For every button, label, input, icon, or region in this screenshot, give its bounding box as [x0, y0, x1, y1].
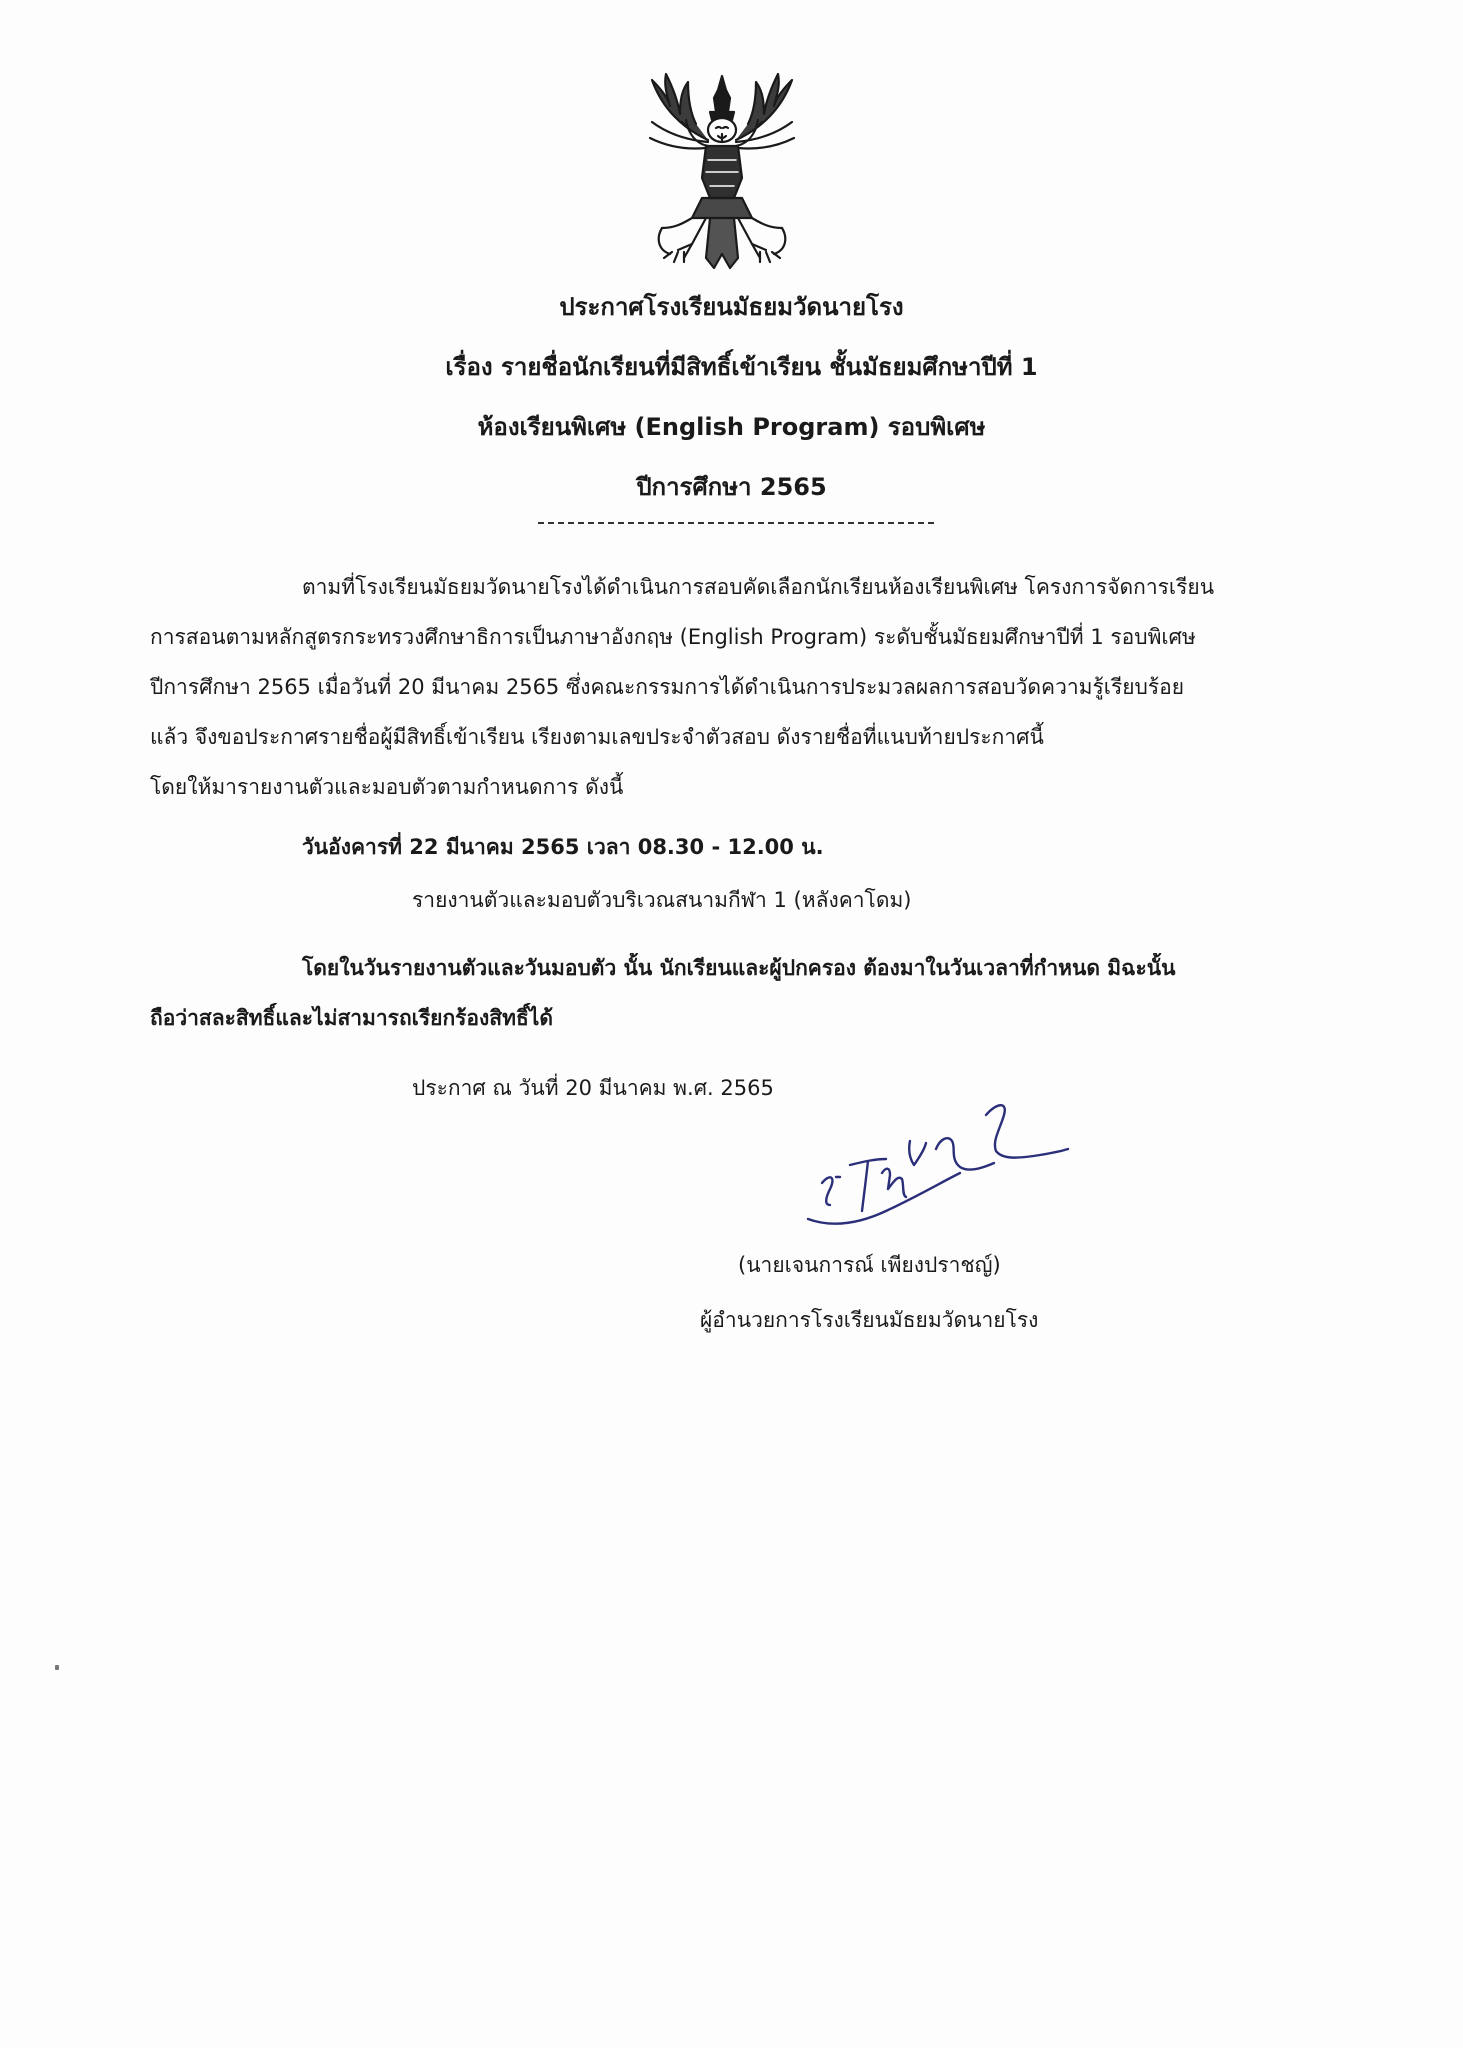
title-program: ห้องเรียนพิเศษ (English Program) รอบพิเศษ: [477, 413, 986, 441]
scan-speck: [55, 1665, 59, 1670]
schedule-date: วันอังคารที่ 22 มีนาคม 2565 เวลา 08.30 - 12.00 น.: [302, 835, 824, 859]
warning-line-2: ถือว่าสละสิทธิ์และไม่สามารถเรียกร้องสิทธิ์ได้: [150, 1006, 553, 1030]
body-line-1: ตามที่โรงเรียนมัธยมวัดนายโรงได้ดำเนินการสอบคัดเลือกนักเรียนห้องเรียนพิเศษ โครงการจัดการเรียน: [302, 575, 1215, 599]
signer-position: ผู้อำนวยการโรงเรียนมัธยมวัดนายโรง: [700, 1308, 1039, 1332]
body-line-3: ปีการศึกษา 2565 เมื่อวันที่ 20 มีนาคม 2565 ซึ่งคณะกรรมการได้ดำเนินการประมวลผลการสอบวัดความรู้เรียบร้อย: [150, 675, 1185, 699]
body-line-2: การสอนตามหลักสูตรกระทรวงศึกษาธิการเป็นภาษาอังกฤษ (English Program) ระดับชั้นมัธยมศึกษาปีที่ 1 รอบพิเศษ: [150, 625, 1196, 649]
body-line-5: โดยให้มารายงานตัวและมอบตัวตามกำหนดการ ดังนี้: [150, 775, 624, 799]
signature-icon: [790, 1055, 1090, 1255]
signer-name: (นายเจนการณ์ เพียงปราชญ์): [738, 1253, 1001, 1277]
announcement-title: [0, 292, 1463, 532]
title-divider: [538, 522, 934, 524]
body-line-4: แล้ว จึงขอประกาศรายชื่อผู้มีสิทธิ์เข้าเรียน เรียงตามเลขประจำตัวสอบ ดังรายชื่อที่แนบท้ายประกาศนี้: [150, 725, 1044, 749]
announce-date: ประกาศ ณ วันที่ 20 มีนาคม พ.ศ. 2565: [412, 1076, 774, 1100]
schedule-place: รายงานตัวและมอบตัวบริเวณสนามกีฬา 1 (หลังคาโดม): [412, 888, 912, 912]
title-subject: เรื่อง รายชื่อนักเรียนที่มีสิทธิ์เข้าเรียน ชั้นมัธยมศึกษาปีที่ 1: [445, 353, 1038, 381]
title-academic-year: ปีการศึกษา 2565: [636, 473, 827, 501]
garuda-emblem-icon: [622, 68, 822, 278]
title-school: ประกาศโรงเรียนมัธยมวัดนายโรง: [559, 293, 904, 321]
warning-line-1: โดยในวันรายงานตัวและวันมอบตัว นั้น นักเรียนและผู้ปกครอง ต้องมาในวันเวลาที่กำหนด มิฉะนั้น: [302, 956, 1176, 980]
